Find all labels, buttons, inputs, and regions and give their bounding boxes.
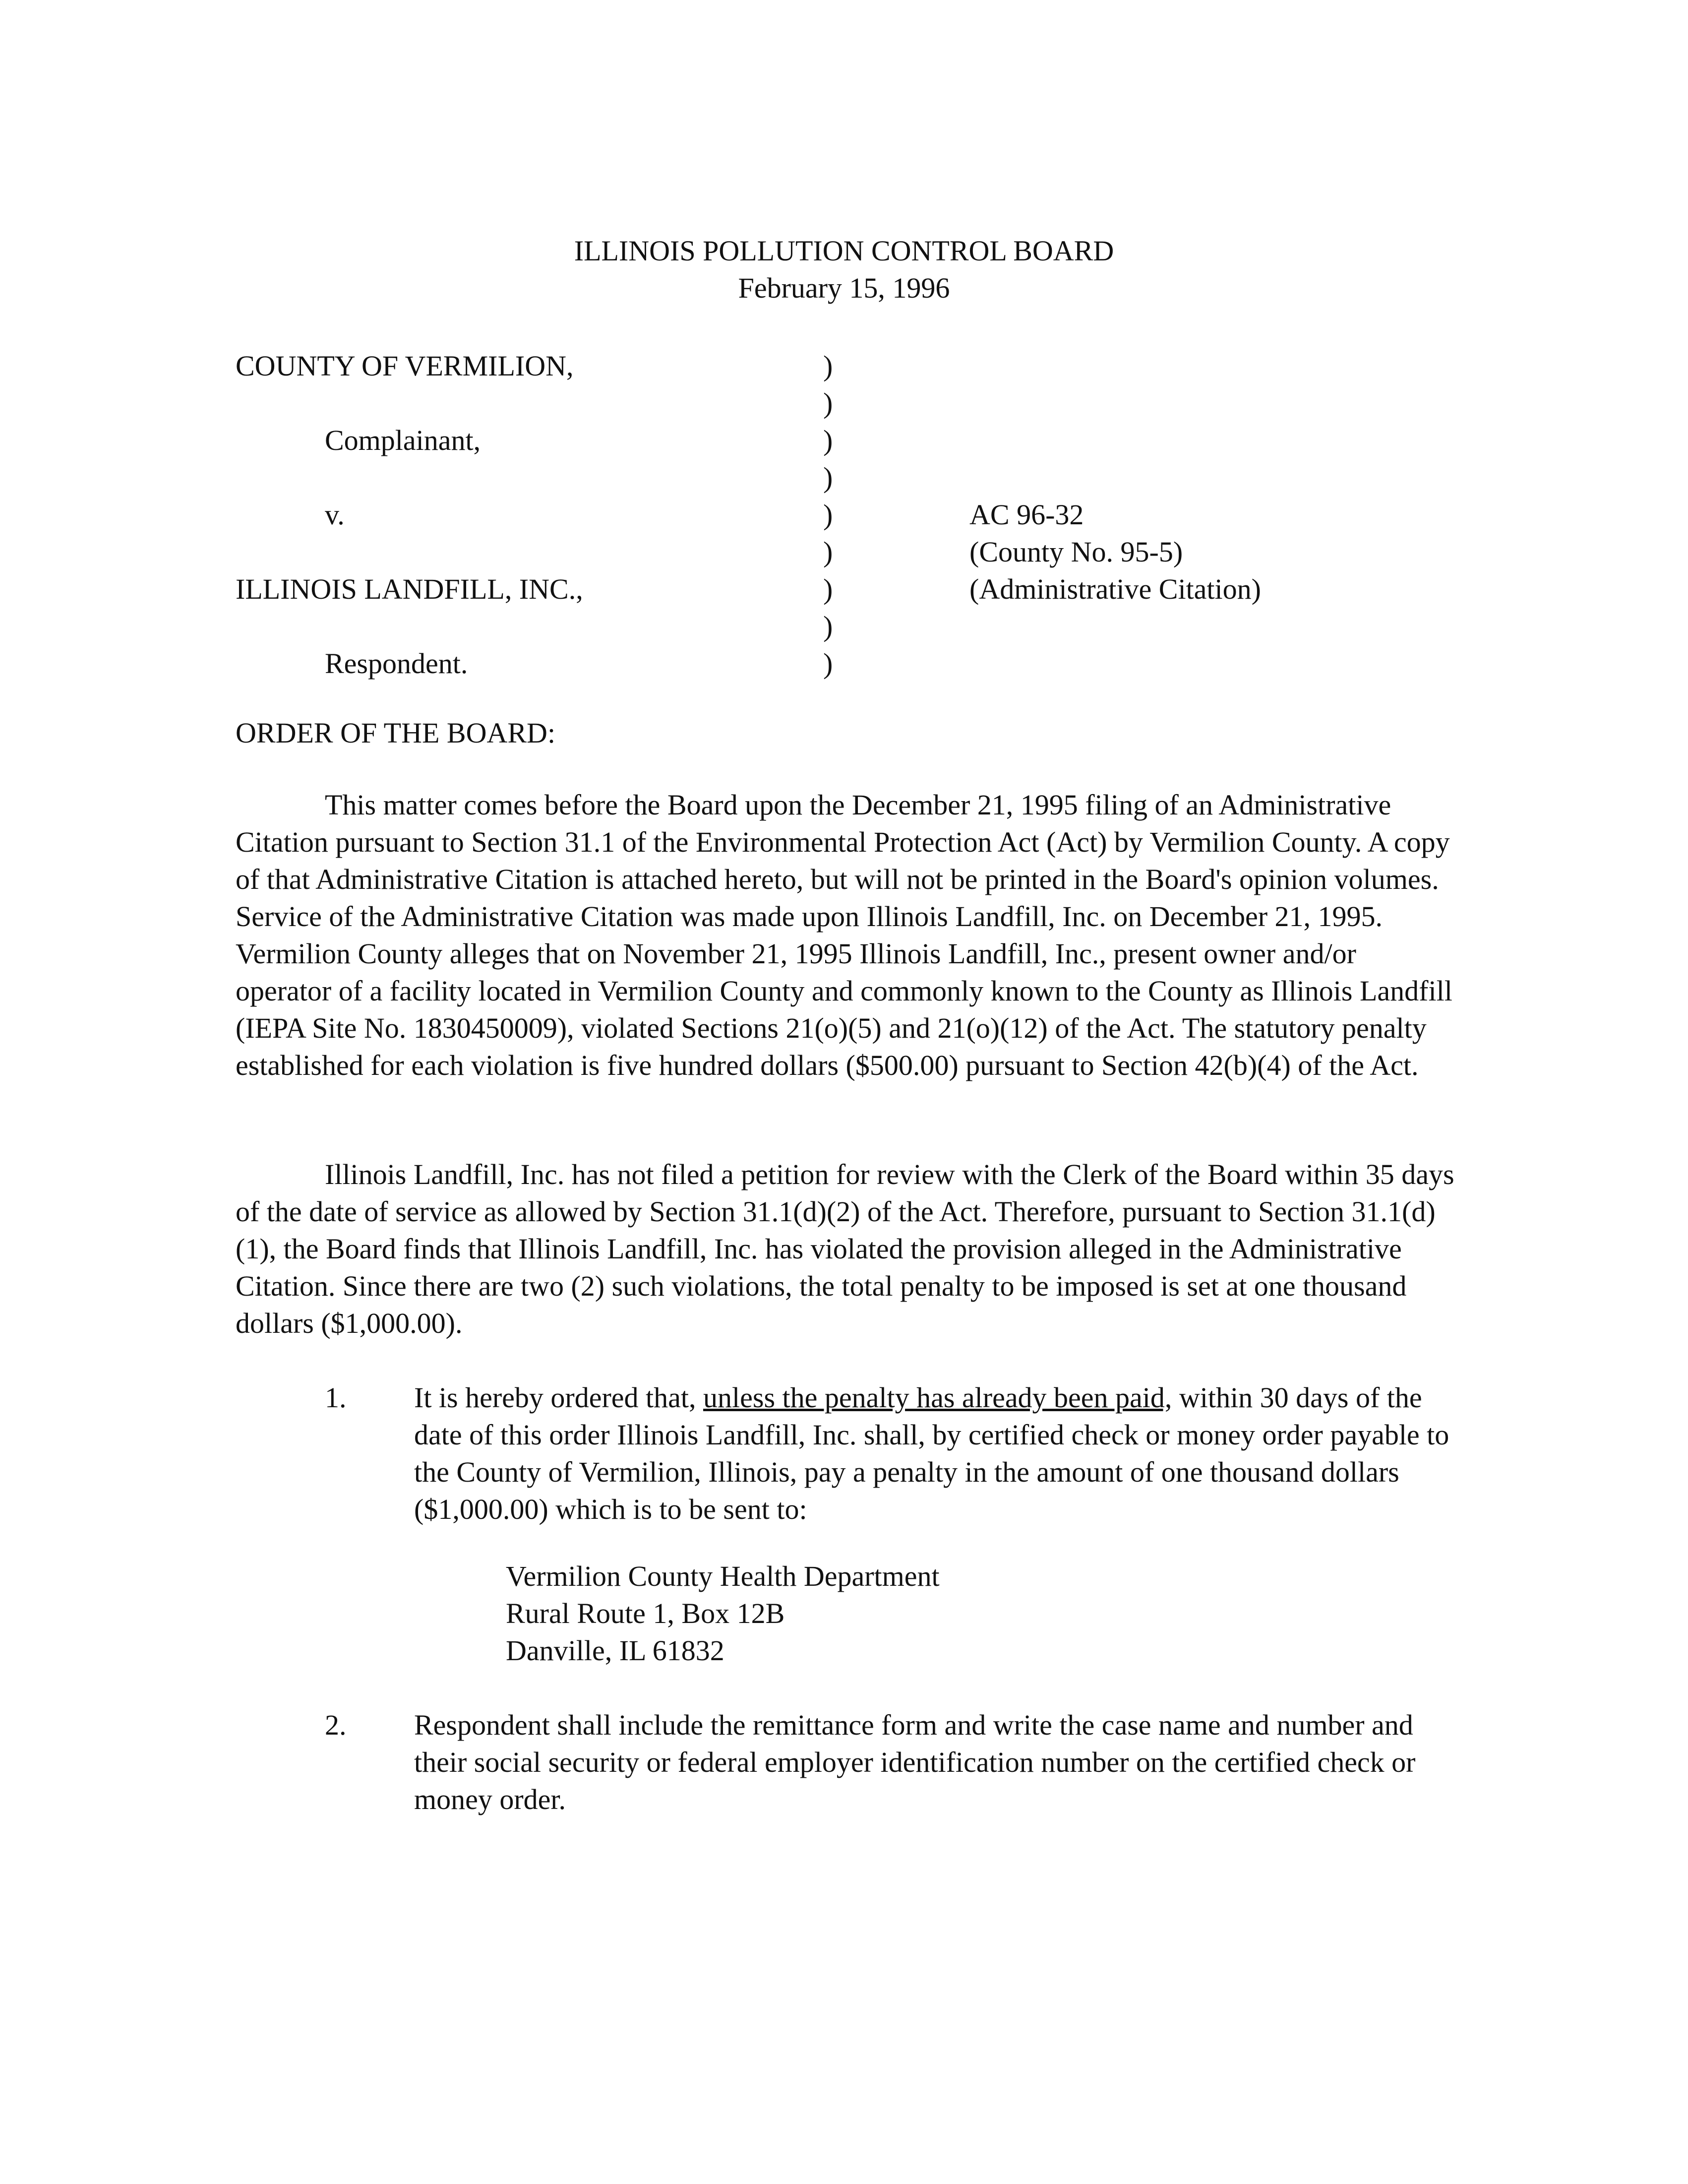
caption-paren: ) <box>823 387 833 419</box>
county-number: (County No. 95-5) <box>969 536 1183 568</box>
item-1-number: 1. <box>325 1381 347 1414</box>
item-2-number: 2. <box>325 1709 347 1741</box>
address-line-1: Vermilion County Health Department <box>506 1560 940 1592</box>
address-line-2: Rural Route 1, Box 12B <box>506 1597 785 1629</box>
caption-paren: ) <box>823 573 833 605</box>
caption-parenthesis-column <box>823 347 843 682</box>
item-1-text <box>414 1379 1455 1528</box>
address-line-3: Danville, IL 61832 <box>506 1634 724 1667</box>
respondent-role: Respondent. <box>325 647 468 680</box>
item-1-lead: It is hereby ordered that, <box>414 1381 704 1414</box>
item-2-text: Respondent shall include the remittance form and write the case name and number and their social security or federal employer identification number on the certified check or money order. <box>414 1709 1416 1815</box>
item-2 <box>414 1706 1455 1818</box>
paragraph-2-text: Illinois Landfill, Inc. has not filed a petition for review with the Clerk of the Board within 35 days of the date of service as allowed by Section 31.1(d)(2) of the Act. Therefore, pursuant to Section 31.1(d)(1), the Board finds that Illinois Landfill, Inc. has violated the provision alleged in the Administrative Citation. Since there are two (2) such violations, the total penalty to be imposed is set at one thousand dollars ($1,000.00). <box>236 1158 1454 1339</box>
board-name-heading: ILLINOIS POLLUTION CONTROL BOARD <box>574 235 1114 267</box>
paragraph-1 <box>236 786 1455 1084</box>
caption-paren: ) <box>823 610 833 642</box>
order-date: February 15, 1996 <box>738 272 950 304</box>
paragraph-2 <box>236 1156 1455 1342</box>
caption-paren: ) <box>823 350 833 382</box>
case-type: (Administrative Citation) <box>969 573 1261 605</box>
item-1-underlined-clause: unless the penalty has already been paid, <box>703 1381 1172 1414</box>
complainant-role: Complainant, <box>325 424 481 456</box>
caption-paren: ) <box>823 461 833 494</box>
item-1-rest: within 30 days of the date of this order Illinois Landfill, Inc. shall, by certified check or money order payable to the County of Vermilion, Illinois, pay a penalty in the amount of one thousand dollars ($1,000.00) which is to be sent to: <box>414 1381 1449 1525</box>
caption-paren: ) <box>823 536 833 568</box>
case-number: AC 96-32 <box>969 499 1084 531</box>
item-1 <box>414 1379 1455 1528</box>
order-heading: ORDER OF THE BOARD: <box>236 717 556 749</box>
caption-paren: ) <box>823 499 833 531</box>
caption-paren: ) <box>823 647 833 680</box>
paragraph-1-text: This matter comes before the Board upon the December 21, 1995 filing of an Administrative Citation pursuant to Section 31.1 of the Environmental Protection Act (Act) by Vermilion County. A copy of that Administrative Citation is attached hereto, but will not be printed in the Board's opinion volumes. Service of the Administrative Citation was made upon Illinois Landfill, Inc. on December 21, 1995. Vermilion County alleges that on November 21, 1995 Illinois Landfill, Inc., present owner and/or operator of a facility located in Vermilion County and commonly known to the County as Illinois Landfill (IEPA Site No. 1830450009), violated Sections 21(o)(5) and 21(o)(12) of the Act. The statutory penalty established for each violation is five hundred dollars ($500.00) pursuant to Section 42(b)(4) of the Act. <box>236 789 1452 1081</box>
caption-paren: ) <box>823 424 833 456</box>
complainant-name: COUNTY OF VERMILION, <box>236 350 574 382</box>
respondent-name: ILLINOIS LANDFILL, INC., <box>236 573 583 605</box>
versus-label: v. <box>325 499 345 531</box>
